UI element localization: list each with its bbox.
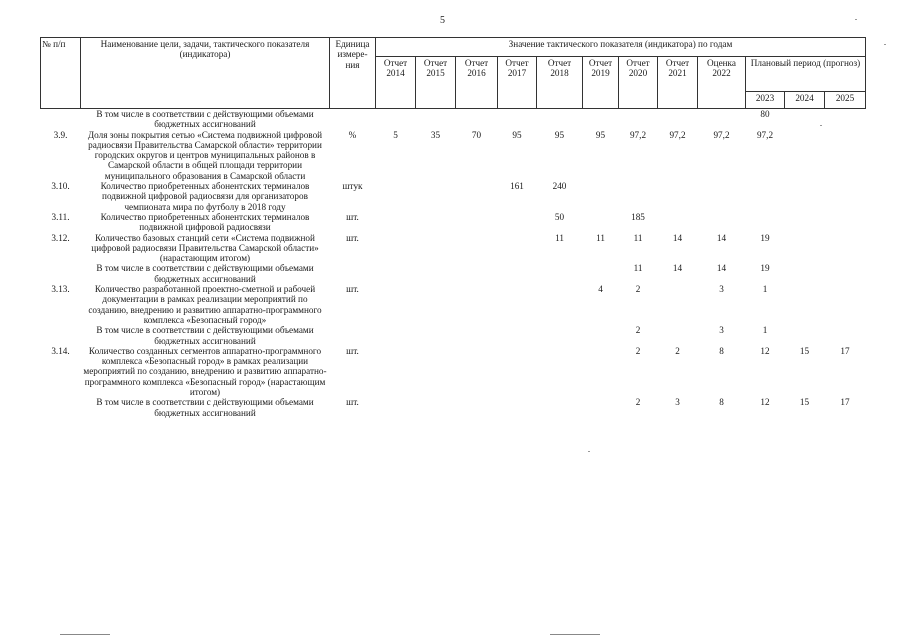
row-value	[698, 212, 746, 233]
scan-speck	[820, 125, 822, 126]
row-value	[456, 346, 498, 397]
row-value: 2	[635, 284, 641, 295]
header-year-2018: Отчет 2018	[537, 57, 583, 109]
row-value	[416, 325, 456, 346]
row-value	[825, 130, 866, 181]
row-value	[785, 109, 825, 130]
row-value	[619, 181, 658, 212]
row-value	[537, 346, 583, 397]
row-indicator-name: Количество базовых станций сети «Система подвижной цифровой радиосвязи Правительства Самарской области» (нарастающим итогом)	[91, 232, 319, 264]
row-value	[583, 263, 619, 284]
header-year-2017: Отчет 2017	[498, 57, 537, 109]
row-indicator-name: Доля зоны покрытия сетью «Система подвижной цифровой радиосвязи Правительства Самарской области» территории городских округов и центров муниципальных районов в Самарской области в общей площади территории муниципального образования в Самарской области	[87, 129, 323, 181]
row-value	[825, 233, 866, 264]
row-value: 240	[552, 181, 567, 192]
row-number: 3.9.	[53, 129, 68, 140]
table-row	[41, 233, 866, 264]
row-value: 5	[393, 129, 398, 140]
row-number	[41, 325, 81, 346]
row-value	[785, 325, 825, 346]
header-num: № п/п	[41, 38, 81, 109]
row-value	[825, 263, 866, 284]
scan-speck	[855, 19, 857, 20]
row-value	[456, 181, 498, 212]
row-value	[785, 233, 825, 264]
row-value	[785, 263, 825, 284]
row-value	[537, 325, 583, 346]
row-value	[658, 181, 698, 212]
row-value	[537, 397, 583, 418]
row-value: 8	[719, 345, 724, 356]
row-value: 2	[635, 345, 641, 356]
row-value	[376, 233, 416, 264]
header-year-2021: Отчет 2021	[658, 57, 698, 109]
header-unit: Единица измере- ния	[330, 38, 376, 109]
page-number: 5	[440, 15, 445, 26]
row-value: 14	[716, 263, 727, 274]
row-value	[456, 109, 498, 130]
row-value	[658, 109, 698, 130]
row-value: 14	[716, 232, 727, 243]
row-value	[498, 284, 537, 325]
header-year-2022: Оценка 2022	[698, 57, 746, 109]
row-value	[416, 212, 456, 233]
row-value	[498, 397, 537, 418]
row-value	[785, 130, 825, 181]
row-value	[785, 284, 825, 325]
row-unit: шт.	[346, 397, 359, 408]
row-unit: шт.	[346, 232, 359, 243]
row-value: 95	[595, 129, 606, 140]
row-value	[658, 325, 698, 346]
table-body	[41, 109, 866, 418]
row-value	[583, 181, 619, 212]
row-value	[376, 181, 416, 212]
row-value	[376, 397, 416, 418]
row-value: 3	[675, 397, 680, 408]
table-row	[41, 130, 866, 181]
row-indicator-name: В том числе в соответствии с действующими объемами бюджетных ассигнований	[96, 325, 314, 346]
row-value: 95	[554, 129, 565, 140]
row-value	[658, 212, 698, 233]
row-value	[785, 181, 825, 212]
row-value	[456, 263, 498, 284]
row-value: 3	[719, 325, 724, 336]
row-value: 11	[633, 232, 643, 243]
header-year-2020: Отчет 2020	[619, 57, 658, 109]
row-value	[583, 325, 619, 346]
row-number: 3.12.	[51, 232, 70, 243]
row-value	[376, 263, 416, 284]
row-unit: %	[348, 129, 357, 140]
row-value	[416, 397, 456, 418]
row-value: 11	[633, 263, 643, 274]
row-value: 1	[762, 284, 768, 295]
row-value	[698, 109, 746, 130]
row-value: 8	[719, 397, 724, 408]
row-value	[785, 212, 825, 233]
header-plan-2025: 2025	[825, 92, 866, 109]
row-number	[41, 109, 81, 130]
row-indicator-name: Количество приобретенных абонентских терминалов подвижной цифровой радиосвязи	[100, 211, 310, 233]
header-values: Значение тактического показателя (индикатора) по годам	[376, 38, 866, 57]
row-value	[498, 325, 537, 346]
row-value: 14	[672, 263, 683, 274]
header-name: Наименование цели, задачи, тактического показателя (индикатора)	[81, 38, 330, 109]
row-value	[825, 325, 866, 346]
row-value	[583, 397, 619, 418]
row-value	[583, 346, 619, 397]
row-value	[376, 284, 416, 325]
header-year-2015: Отчет 2015	[416, 57, 456, 109]
table-row	[41, 284, 866, 325]
row-value	[825, 212, 866, 233]
table-row	[41, 346, 866, 397]
scan-speck	[884, 44, 886, 45]
row-value	[456, 212, 498, 233]
row-indicator-name: В том числе в соответствии с действующими объемами бюджетных ассигнований	[96, 109, 314, 130]
row-value	[416, 109, 456, 130]
row-value: 80	[760, 109, 770, 119]
row-value: 2	[675, 345, 680, 356]
row-value	[619, 109, 658, 130]
row-value	[456, 233, 498, 264]
row-indicator-name: Количество разработанной проектно-сметной и рабочей документации в рамках реализации мероприятий по созданию, внедрению и развитию аппаратно-программного комплекса «Безопасный город»	[88, 284, 322, 325]
footer-rule-right	[550, 634, 600, 635]
row-value	[658, 284, 698, 325]
row-value	[498, 233, 537, 264]
table-row	[41, 109, 866, 130]
row-value	[498, 212, 537, 233]
row-value	[376, 109, 416, 130]
row-value: 95	[512, 129, 522, 140]
row-value: 19	[760, 263, 770, 274]
row-number: 3.10.	[51, 181, 70, 192]
table-row	[41, 212, 866, 233]
row-value	[456, 397, 498, 418]
row-value: 12	[760, 345, 770, 356]
row-value: 97,2	[669, 129, 686, 140]
row-value	[583, 212, 619, 233]
row-value: 97,2	[756, 129, 774, 140]
header-plan-2023: 2023	[746, 92, 785, 109]
row-value	[537, 109, 583, 130]
row-indicator-name: Количество созданных сегментов аппаратно-программного комплекса «Безопасный город» в рамках реализации мероприятий по созданию, внедрению и развитию аппаратно-программного комплекса «Безопасный город» (нарастающим итогом)	[83, 345, 327, 398]
scan-speck	[588, 451, 590, 452]
header-year-2016: Отчет 2016	[456, 57, 498, 109]
row-value: 4	[598, 284, 603, 295]
row-value: 11	[596, 232, 605, 243]
row-value	[456, 284, 498, 325]
row-value: 17	[840, 397, 850, 408]
row-value: 70	[471, 129, 482, 140]
row-value: 161	[510, 181, 524, 192]
row-value	[825, 109, 866, 130]
row-value: 50	[554, 211, 565, 222]
row-value: 185	[631, 211, 645, 222]
footer-rule-left	[60, 634, 110, 635]
row-value: 97,2	[713, 129, 730, 140]
row-value	[416, 181, 456, 212]
header-year-2019: Отчет 2019	[583, 57, 619, 109]
row-indicator-name: В том числе в соответствии с действующими объемами бюджетных ассигнований	[96, 397, 314, 418]
row-value	[583, 109, 619, 130]
row-value	[498, 109, 537, 130]
table-row	[41, 325, 866, 346]
row-value: 12	[760, 397, 770, 408]
row-unit	[330, 109, 376, 130]
row-value: 15	[799, 345, 810, 356]
row-indicator-name: Количество приобретенных абонентских терминалов подвижной цифровой радиосвязи для организаторов чемпионата мира по футболу в 2018 году	[100, 181, 310, 212]
row-value: 11	[555, 232, 564, 243]
row-value	[376, 212, 416, 233]
row-value	[456, 325, 498, 346]
row-value	[416, 263, 456, 284]
row-value	[416, 233, 456, 264]
indicator-table	[40, 37, 866, 418]
row-value: 19	[760, 232, 770, 243]
row-value: 1	[762, 325, 768, 336]
row-value	[376, 325, 416, 346]
row-number	[41, 263, 81, 284]
row-value	[416, 346, 456, 397]
row-unit: шт.	[346, 284, 359, 295]
row-unit: шт.	[346, 211, 359, 222]
row-indicator-name: В том числе в соответствии с действующими объемами бюджетных ассигнований	[96, 263, 314, 284]
row-value	[825, 284, 866, 325]
row-unit	[330, 263, 376, 284]
row-value	[825, 181, 866, 212]
row-value	[376, 346, 416, 397]
row-value: 97,2	[629, 129, 647, 140]
row-unit: штук	[342, 181, 363, 192]
header-plan: Плановый период (прогноз)	[746, 57, 866, 92]
row-value: 14	[672, 232, 683, 243]
row-number	[41, 397, 81, 418]
row-unit	[330, 325, 376, 346]
row-value	[498, 263, 537, 284]
row-number: 3.14.	[51, 345, 70, 356]
row-value	[537, 263, 583, 284]
row-value	[537, 284, 583, 325]
row-number: 3.11.	[51, 211, 70, 222]
header-year-2014: Отчет 2014	[376, 57, 416, 109]
row-value: 2	[635, 325, 641, 336]
row-value	[698, 181, 746, 212]
row-value: 35	[430, 129, 441, 140]
table-row	[41, 397, 866, 418]
table-row	[41, 263, 866, 284]
row-value	[746, 212, 785, 233]
row-value	[746, 181, 785, 212]
table-row	[41, 181, 866, 212]
row-value: 15	[799, 397, 810, 408]
row-unit: шт.	[346, 345, 359, 356]
row-value: 17	[840, 345, 850, 356]
row-value	[416, 284, 456, 325]
header-plan-2024: 2024	[785, 92, 825, 109]
row-value: 2	[635, 397, 641, 408]
row-value	[498, 346, 537, 397]
row-value: 3	[719, 284, 724, 295]
row-number: 3.13.	[51, 284, 70, 295]
